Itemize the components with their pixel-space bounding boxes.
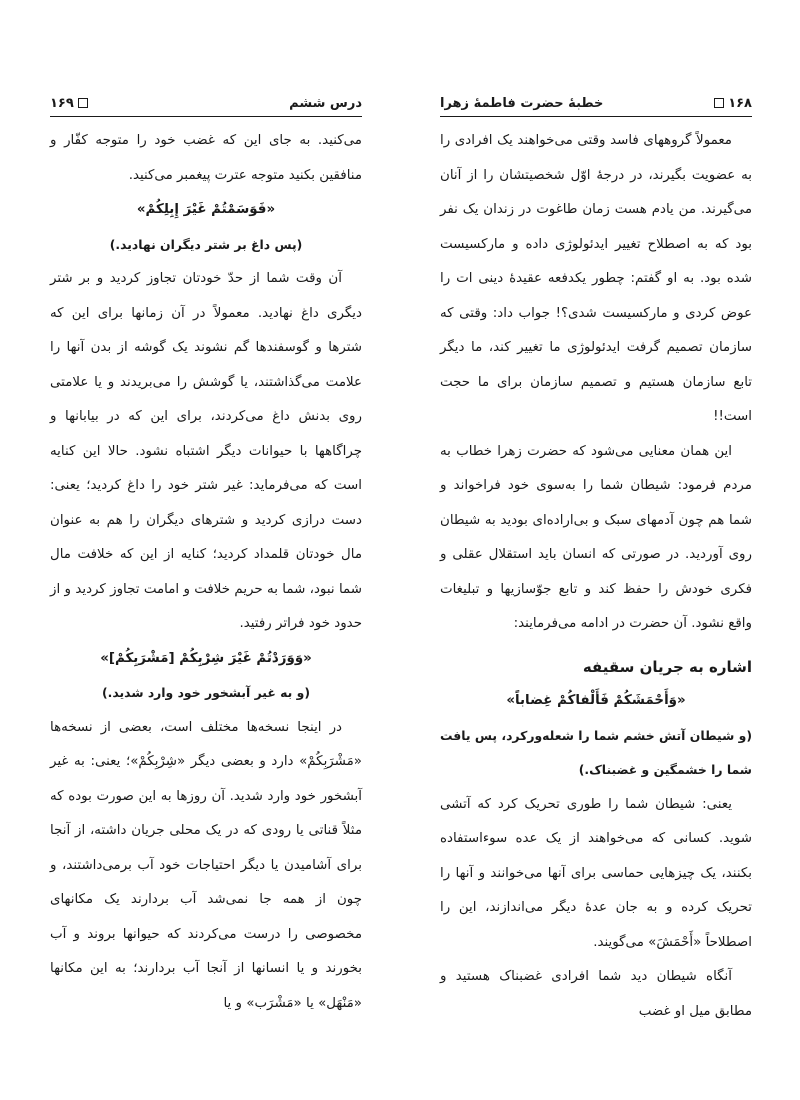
right-verse: «وَأَحْمَشَكُمْ فَأَلْفاكُمْ غِضاباً»	[506, 693, 686, 708]
right-page-number-group	[714, 96, 752, 111]
left-verse-1-translation: (پس داغ بر شتر دیگران نهادید.)	[109, 236, 303, 252]
left-header-rule	[50, 116, 362, 117]
left-verse-2-translation: (و به غیر آبشخور خود وارد شدید.)	[101, 685, 310, 700]
right-verse-translation: (و شیطان آتش خشم شما را شعله‌ورکرد، پس یافت شما را خشمگین و غضبناک.)	[440, 727, 752, 777]
left-paragraph-1: می‌کنید. به جای این که غضب خود را متوجه کفّار و منافقین بکنید متوجه عترت پیغمبر می‌کنید.	[50, 133, 362, 183]
right-page-number: ۱۶۸	[728, 95, 752, 111]
right-paragraph-2: این همان معنایی می‌شود که حضرت زهرا خطاب به مردم فرمود: شیطان شما را به‌سوی خود فراخواند و شما هم چون آدمهای سبک و بی‌اراده‌ای بودید به شیطان روی آوردید. در صورتی که انسان باید استقلال عقلی و فکری خودش را حفظ کند و تابع جوّسازیها و تبلیغات واقع نشود. آن حضرت در ادامه می‌فرمایند:	[440, 443, 752, 631]
right-running-title: خطبهٔ حضرت فاطمهٔ زهرا	[440, 95, 604, 111]
right-paragraph-1: معمولاً گروههای فاسد وقتی می‌خواهند یک افرادی را به عضویت بگیرند، در درجهٔ اوّل شخصیتشان را از آنان می‌گیرند. من یادم هست زمان طاغوت در زندان یک نفر بود که به اصطلاح تغییر ایدئولوژی داده و مارکسیست شده بود. به او گفتم: چطور یکدفعه عقیدهٔ دینی ات را عوض کردی و مارکسیست شدی؟! جواب داد: وقتی که سازمان تصمیم گرفت ایدئولوژی ما تغییر کند، ما دیگر تابع سازمان هستیم و تصمیم سازمان برای ما حجت است!!	[440, 133, 752, 424]
right-paragraph-4: آنگاه شیطان دید شما افرادی غضبناک هستید و مطابق میل او غضب	[440, 969, 752, 1019]
section-heading: اشاره به جریان سقیفه	[582, 657, 752, 676]
left-running-title: درس ششم	[289, 95, 362, 111]
page-marker-square-icon	[714, 98, 724, 108]
right-paragraph-3: یعنی: شیطان شما را طوری تحریک کرد که آتشی شوید. کسانی که می‌خواهند از یک عده سوءاستفاده بکنند، یک چیزهایی حماسی برای آنها می‌خوانند و آنها را تحریک کرده و به جان عدهٔ دیگر می‌اندازند، این را اصطلاحاً «أَحْمَشَ» می‌گویند.	[440, 796, 752, 950]
left-page-header	[50, 94, 362, 112]
right-page-body	[440, 124, 752, 1029]
left-page-number-group	[50, 96, 88, 111]
left-paragraph-2: آن وقت شما از حدّ خودتان تجاوز کردید و بر شتر دیگری داغ نهادید. معمولاً در آن زمانها برای این که شترها و گوسفندها گم نشوند یک گوشه از بدن آنها را علامت می‌گذاشتند، یا گوشش را می‌بریدند و یا علامتی روی بدنش داغ می‌کردند، برای این که در بیابانها و چراگاهها با حیوانات دیگر اشتباه نشود. حالا این کنایه است که می‌فرماید: غیر شتر خود را داغ کردید؛ یعنی: دست درازی کردید و شترهای دیگران را هم به عنوان مال خودتان قلمداد کردید؛ کنایه از این که خلافت مال شما نبود، شما به حریم خلافت و امامت تجاوز کردید و از حدود خود فراتر رفتید.	[50, 271, 362, 631]
left-paragraph-3: در اینجا نسخه‌ها مختلف است، بعضی از نسخه‌ها «مَشْرَبِكُمْ» دارد و بعضی دیگر «شِرْبِكُمْ»؛ یعنی: به غیر آبشخور خود وارد شدید. آن روزها به این صورت بوده که مثلاً قناتی یا رودی که در یک محلی جریان داشته، از آنجا برای آشامیدن یا دیگر احتیاجات خود آب برمی‌داشتند، و چون از همه جا نمی‌شد آب بردارند یک مکانهای مخصوصی را درست می‌کردند که حیوانها بروند و آب بخورند و یا انسانها از آنجا آب بردارند؛ به این مکانها «مَنْهَل» یا «مَشْرَب» و یا	[50, 719, 362, 1011]
right-page	[440, 0, 752, 1100]
left-page-body	[50, 124, 362, 1021]
page-marker-square-icon	[78, 98, 88, 108]
left-verse-2: «وَوَرَدْتُمْ غَيْرَ شِرْبِكُمْ [مَشْرَبِكُمْ]»	[100, 650, 312, 666]
left-page-number: ۱۶۹	[50, 95, 74, 111]
left-page	[50, 0, 362, 1100]
left-verse-1: «فَوَسَمْتُمْ غَيْرَ إِبِلِكُمْ»	[136, 202, 276, 217]
right-header-rule	[440, 116, 752, 117]
right-page-header	[440, 94, 752, 112]
